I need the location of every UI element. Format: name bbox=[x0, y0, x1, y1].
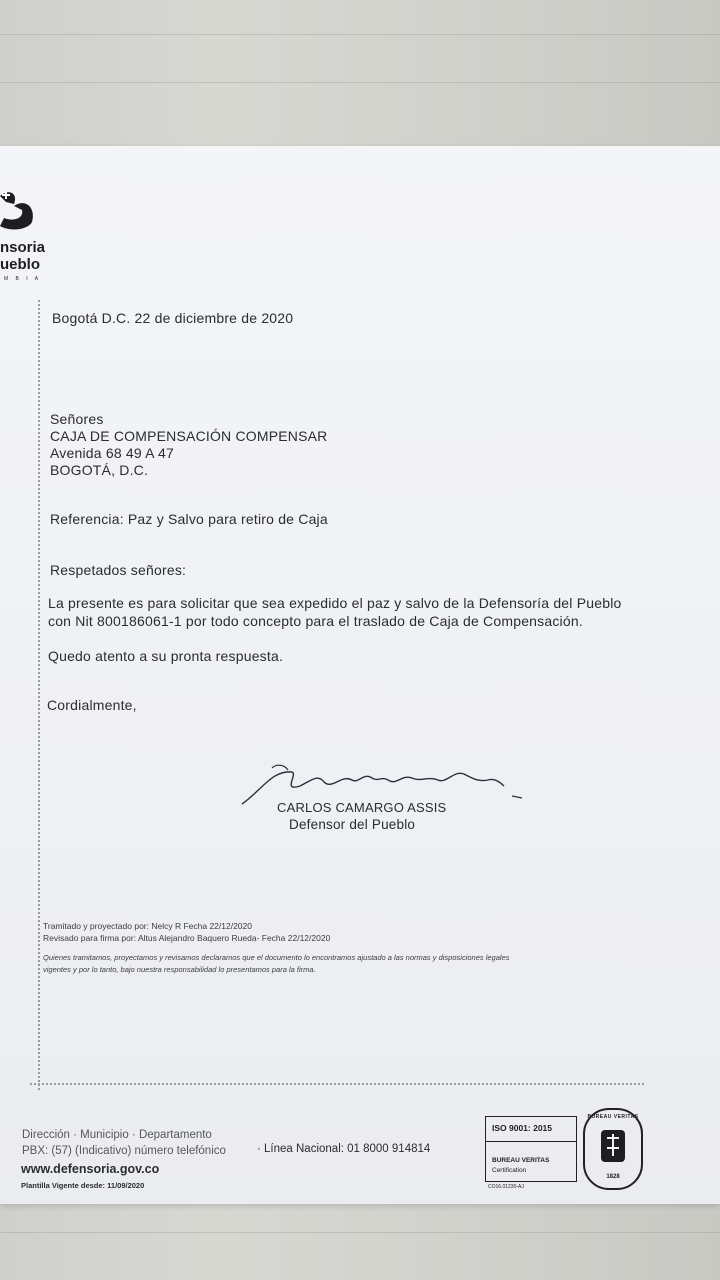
table-grain bbox=[0, 82, 720, 83]
bureau-veritas-seal bbox=[583, 1108, 643, 1190]
body-line: La presente es para solicitar que sea expedido el paz y salvo de la Defensoría del Pueblo bbox=[48, 595, 622, 611]
footer-divider bbox=[30, 1083, 644, 1085]
footer-website: www.defensoria.gov.co bbox=[21, 1162, 160, 1176]
closing-note: Quedo atento a su pronta respuesta. bbox=[48, 648, 284, 664]
iso-certification-badge bbox=[485, 1116, 577, 1182]
footer-phone: PBX: (57) (Indicativo) número telefónico bbox=[22, 1145, 226, 1157]
body-paragraph bbox=[48, 594, 622, 630]
recipient-line: Señores bbox=[50, 411, 104, 427]
letter-sheet bbox=[0, 146, 720, 1204]
certifier-name: BUREAU VERITAS bbox=[492, 1157, 550, 1164]
logo-line-3: M B I A bbox=[4, 276, 42, 282]
reviewed-by: Revisado para firma por: Altus Alejandro Baquero Rueda- Fecha 22/12/2020 bbox=[43, 933, 331, 943]
disclaimer-line: Quienes tramitamos, proyectamos y revisamos declaramos que el documento lo encontramos ajustado a las normas y disposiciones legales bbox=[43, 953, 510, 962]
defensoria-logo-icon bbox=[0, 188, 40, 234]
logo-line-2: ueblo bbox=[0, 256, 40, 273]
signer-name: CARLOS CAMARGO ASSIS bbox=[277, 800, 447, 815]
reference-line: Referencia: Paz y Salvo para retiro de Caja bbox=[50, 511, 328, 527]
badge-divider bbox=[486, 1141, 576, 1142]
iso-label: ISO 9001: 2015 bbox=[492, 1123, 553, 1133]
cert-code: CO16.01230-AJ bbox=[488, 1184, 524, 1190]
seal-figure-icon bbox=[599, 1128, 627, 1164]
table-grain bbox=[0, 1232, 720, 1233]
closing: Cordialmente, bbox=[47, 697, 137, 713]
recipient-line: BOGOTÁ, D.C. bbox=[50, 462, 149, 478]
signer-title: Defensor del Pueblo bbox=[289, 817, 416, 832]
logo-line-1: nsoria bbox=[0, 239, 46, 256]
body-line: con Nit 800186061-1 por todo concepto para el traslado de Caja de Compensación. bbox=[48, 613, 583, 629]
certification-label: Certification bbox=[492, 1167, 527, 1174]
footer-national-line: · Línea Nacional: 01 8000 914814 bbox=[257, 1143, 431, 1155]
seal-year: 1828 bbox=[606, 1174, 620, 1180]
table-grain bbox=[0, 34, 720, 35]
footer-address: Dirección · Municipio · Departamento bbox=[22, 1129, 212, 1141]
letter-date: Bogotá D.C. 22 de diciembre de 2020 bbox=[52, 310, 294, 326]
footer-template-date: Plantilla Vigente desde: 11/09/2020 bbox=[21, 1181, 145, 1190]
prepared-by: Tramitado y proyectado por: Nelcy R Fecha 22/12/2020 bbox=[43, 921, 252, 931]
disclaimer-line: vigentes y por lo tanto, bajo nuestra responsabilidad lo presentamos para la firma. bbox=[43, 965, 316, 974]
recipient-line: Avenida 68 49 A 47 bbox=[50, 445, 175, 461]
salutation: Respetados señores: bbox=[50, 562, 187, 578]
recipient-block bbox=[50, 411, 328, 479]
margin-guide bbox=[38, 300, 40, 1090]
seal-text: BUREAU VERITAS bbox=[587, 1114, 639, 1120]
recipient-line: CAJA DE COMPENSACIÓN COMPENSAR bbox=[50, 428, 328, 444]
